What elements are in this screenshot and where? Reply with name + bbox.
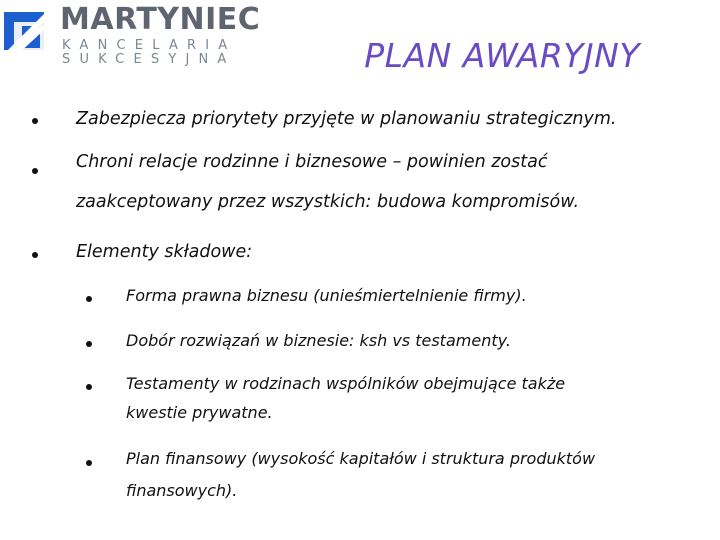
subbullet-text: Testamenty w rodzinach wspólników obejmujące także bbox=[126, 374, 566, 393]
bullet-text-cont: zaakceptowany przez wszystkich: budowa kompromisów. bbox=[76, 192, 580, 212]
bullet-dot-icon bbox=[32, 118, 38, 124]
subbullet-dot-icon bbox=[86, 460, 92, 466]
page-title: PLAN AWARYJNY bbox=[364, 36, 640, 75]
logo-line-kancelaria: KANCELARIA bbox=[62, 38, 237, 53]
subbullet-text: Plan finansowy (wysokość kapitałów i struktura produktów bbox=[126, 449, 596, 468]
logo-name: MARTYNIEC bbox=[60, 2, 261, 37]
bullet-dot-icon bbox=[32, 252, 38, 258]
logo-line-sukcesyjna: SUKCESYJNA bbox=[62, 52, 236, 67]
logo bbox=[4, 2, 261, 67]
bullet-text: Zabezpiecza priorytety przyjęte w planowaniu strategicznym. bbox=[76, 109, 617, 129]
subbullet-text-cont: finansowych). bbox=[126, 481, 238, 500]
bullet-dot-icon bbox=[32, 168, 38, 174]
bullet-text: Chroni relacje rodzinne i biznesowe – powinien zostać bbox=[76, 152, 548, 172]
subbullet-text: Dobór rozwiązań w biznesie: ksh vs testamenty. bbox=[126, 331, 511, 350]
subbullet-dot-icon bbox=[86, 296, 92, 302]
subbullet-dot-icon bbox=[86, 341, 92, 347]
subbullet-text-cont: kwestie prywatne. bbox=[126, 403, 273, 422]
bullet-text: Elementy składowe: bbox=[76, 242, 253, 262]
logo-mark-icon bbox=[4, 4, 52, 64]
subbullet-text: Forma prawna biznesu (unieśmiertelnienie firmy). bbox=[126, 286, 527, 305]
subbullet-dot-icon bbox=[86, 384, 92, 390]
